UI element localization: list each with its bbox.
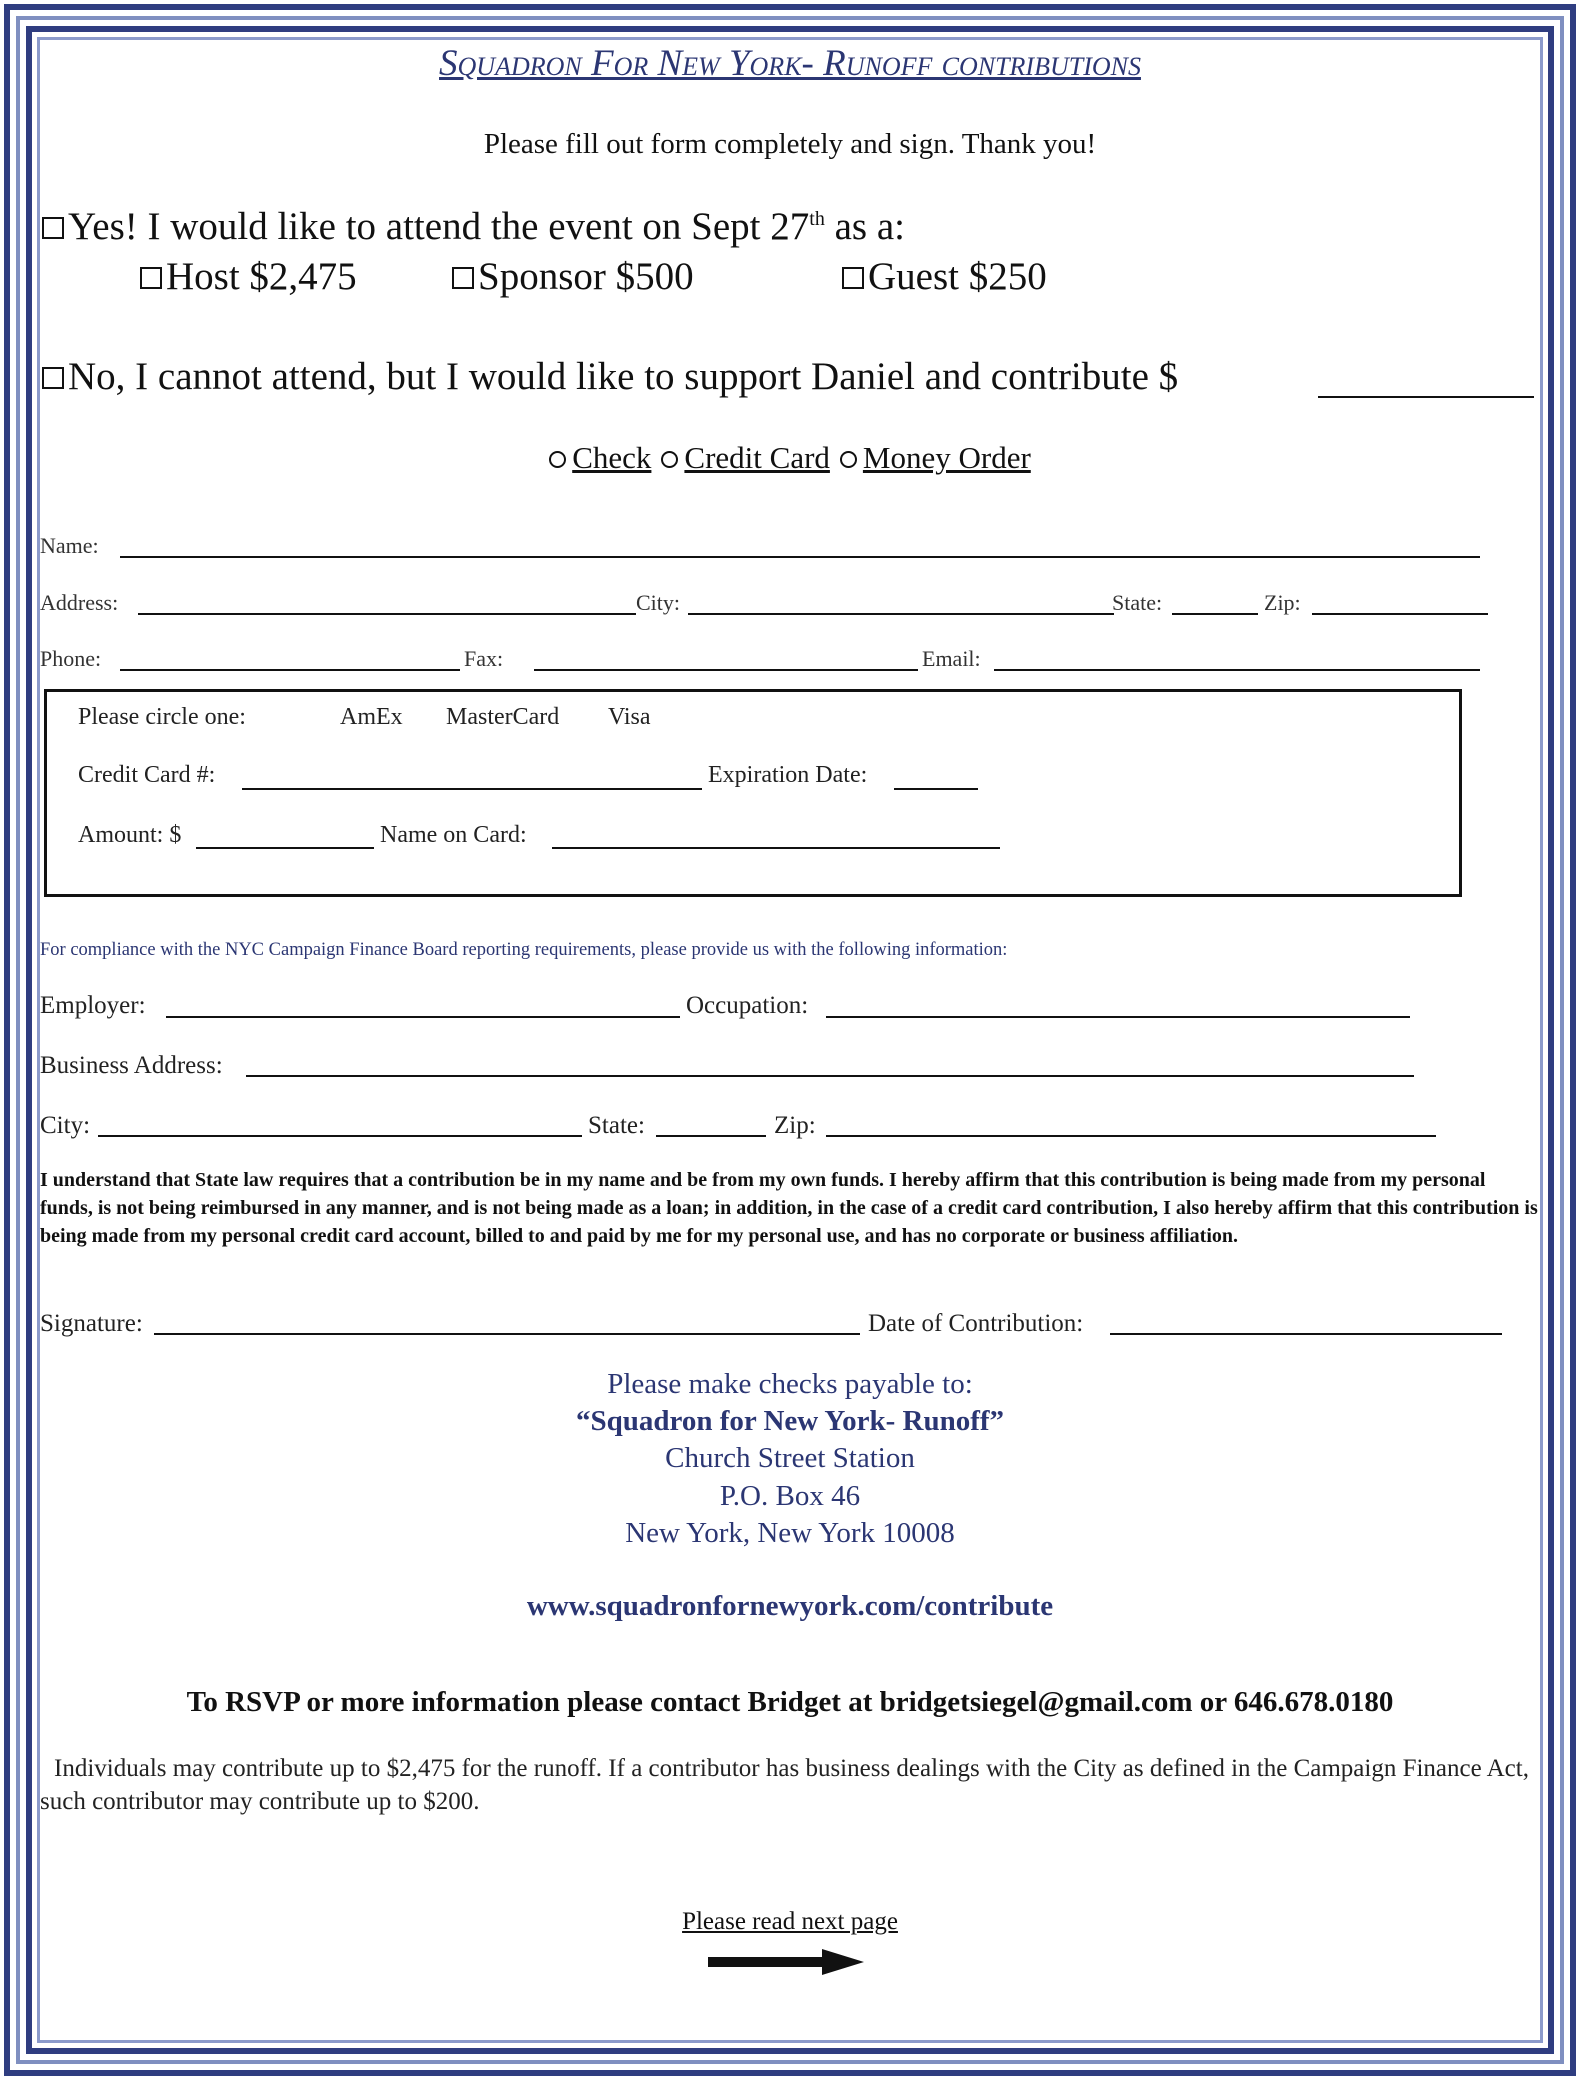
- attend-no-checkbox[interactable]: [42, 367, 64, 389]
- amount-label: Amount: $: [78, 822, 182, 848]
- city-label: City:: [636, 590, 681, 615]
- attend-no-option[interactable]: No, I cannot attend, but I would like to support Daniel and contribute $: [42, 354, 1178, 399]
- money-order-radio-icon[interactable]: [840, 451, 857, 468]
- signature-field[interactable]: [154, 1333, 860, 1335]
- expiration-label: Expiration Date:: [708, 762, 868, 788]
- employment-state-label: State:: [588, 1112, 645, 1139]
- attend-yes-option[interactable]: Yes! I would like to attend the event on Sept 27th as a:: [42, 204, 905, 249]
- state-field[interactable]: [1172, 613, 1258, 615]
- payment-money-order[interactable]: Money Order: [840, 440, 1031, 475]
- page-title: Squadron For New York- Runoff contributions: [439, 43, 1141, 84]
- payee-name: “Squadron for New York- Runoff”: [575, 1405, 1005, 1437]
- contribution-date-label: Date of Contribution:: [868, 1310, 1084, 1337]
- sponsor-checkbox[interactable]: [452, 267, 474, 289]
- contribution-limits: Individuals may contribute up to $2,475 for the runoff. If a contributor has business dealings with the City as defined in the Campaign Finance Act, such contributor may contribute up to $200.: [40, 1755, 1529, 1815]
- name-label: Name:: [40, 533, 99, 558]
- name-on-card-field[interactable]: [552, 847, 1000, 849]
- contribution-amount-field[interactable]: [1318, 396, 1534, 398]
- host-checkbox[interactable]: [140, 267, 162, 289]
- fax-field[interactable]: [534, 669, 918, 671]
- page-border-inner: [37, 37, 1543, 2043]
- payable-heading: Please make checks payable to:: [607, 1368, 973, 1400]
- zip-field[interactable]: [1312, 613, 1488, 615]
- name-field[interactable]: [120, 556, 1480, 558]
- occupation-label: Occupation:: [686, 992, 809, 1019]
- payment-methods: [0, 440, 1580, 476]
- employment-city-label: City:: [40, 1112, 91, 1139]
- card-visa[interactable]: Visa: [608, 704, 651, 730]
- card-number-label: Credit Card #:: [78, 762, 216, 788]
- contribution-date-field[interactable]: [1110, 1333, 1502, 1335]
- circle-one-label: Please circle one:: [78, 704, 246, 730]
- attend-yes-checkbox[interactable]: [42, 217, 64, 239]
- intro-text: Please fill out form completely and sign. Thank you!: [483, 128, 1097, 160]
- phone-label: Phone:: [40, 646, 102, 671]
- credit-card-box: [44, 689, 1462, 897]
- arrow-right-icon[interactable]: [706, 1948, 866, 1976]
- email-field[interactable]: [994, 669, 1480, 671]
- employer-field[interactable]: [166, 1016, 680, 1018]
- affirmation-text: I understand that State law requires that a contribution be in my name and be from my own funds. I hereby affirm that this contribution is being made from my personal funds, is not being reimbursed in any manner, and is not being made as a loan; in addition, in the case of a credit card contribution, I also hereby affirm that this contribution is being made from my personal credit card account, billed to and paid by me for my personal use, and has no corporate or business affiliation.: [40, 1169, 1538, 1247]
- credit-card-radio-icon[interactable]: [661, 451, 678, 468]
- guest-option[interactable]: Guest $250: [842, 254, 1047, 299]
- state-label: State:: [1112, 590, 1163, 615]
- address-line-1: Church Street Station: [665, 1442, 915, 1474]
- city-field[interactable]: [688, 613, 1114, 615]
- amount-field[interactable]: [196, 847, 374, 849]
- card-amex[interactable]: AmEx: [340, 704, 403, 730]
- occupation-field[interactable]: [826, 1016, 1410, 1018]
- payment-credit-card[interactable]: Credit Card: [661, 440, 830, 475]
- employer-label: Employer:: [40, 992, 146, 1019]
- expiration-field[interactable]: [894, 788, 978, 790]
- address-label: Address:: [40, 590, 119, 615]
- name-on-card-label: Name on Card:: [380, 822, 527, 848]
- signature-label: Signature:: [40, 1310, 143, 1337]
- card-number-field[interactable]: [242, 788, 702, 790]
- fax-label: Fax:: [464, 646, 504, 671]
- compliance-note: For compliance with the NYC Campaign Finance Board reporting requirements, please provide us with the following information:: [40, 940, 1008, 960]
- employment-city-field[interactable]: [98, 1135, 582, 1137]
- address-field[interactable]: [138, 613, 636, 615]
- address-line-3: New York, New York 10008: [625, 1517, 955, 1549]
- card-mastercard[interactable]: MasterCard: [446, 704, 560, 730]
- next-page-link[interactable]: Please read next page: [682, 1908, 898, 1935]
- phone-field[interactable]: [120, 669, 460, 671]
- guest-checkbox[interactable]: [842, 267, 864, 289]
- rsvp-contact: To RSVP or more information please contact Bridget at bridgetsiegel@gmail.com or 646.678.0180: [186, 1686, 1394, 1718]
- website-link[interactable]: www.squadronfornewyork.com/contribute: [526, 1590, 1054, 1622]
- business-address-field[interactable]: [246, 1075, 1414, 1077]
- sponsor-option[interactable]: Sponsor $500: [452, 254, 694, 299]
- host-option[interactable]: Host $2,475: [140, 254, 357, 299]
- payment-check[interactable]: Check: [549, 440, 651, 475]
- check-radio-icon[interactable]: [549, 451, 566, 468]
- email-label: Email:: [922, 646, 981, 671]
- employment-zip-field[interactable]: [826, 1135, 1436, 1137]
- zip-label: Zip:: [1264, 590, 1301, 615]
- address-line-2: P.O. Box 46: [719, 1480, 861, 1512]
- business-address-label: Business Address:: [40, 1052, 223, 1079]
- employment-state-field[interactable]: [656, 1135, 766, 1137]
- employment-zip-label: Zip:: [774, 1112, 816, 1139]
